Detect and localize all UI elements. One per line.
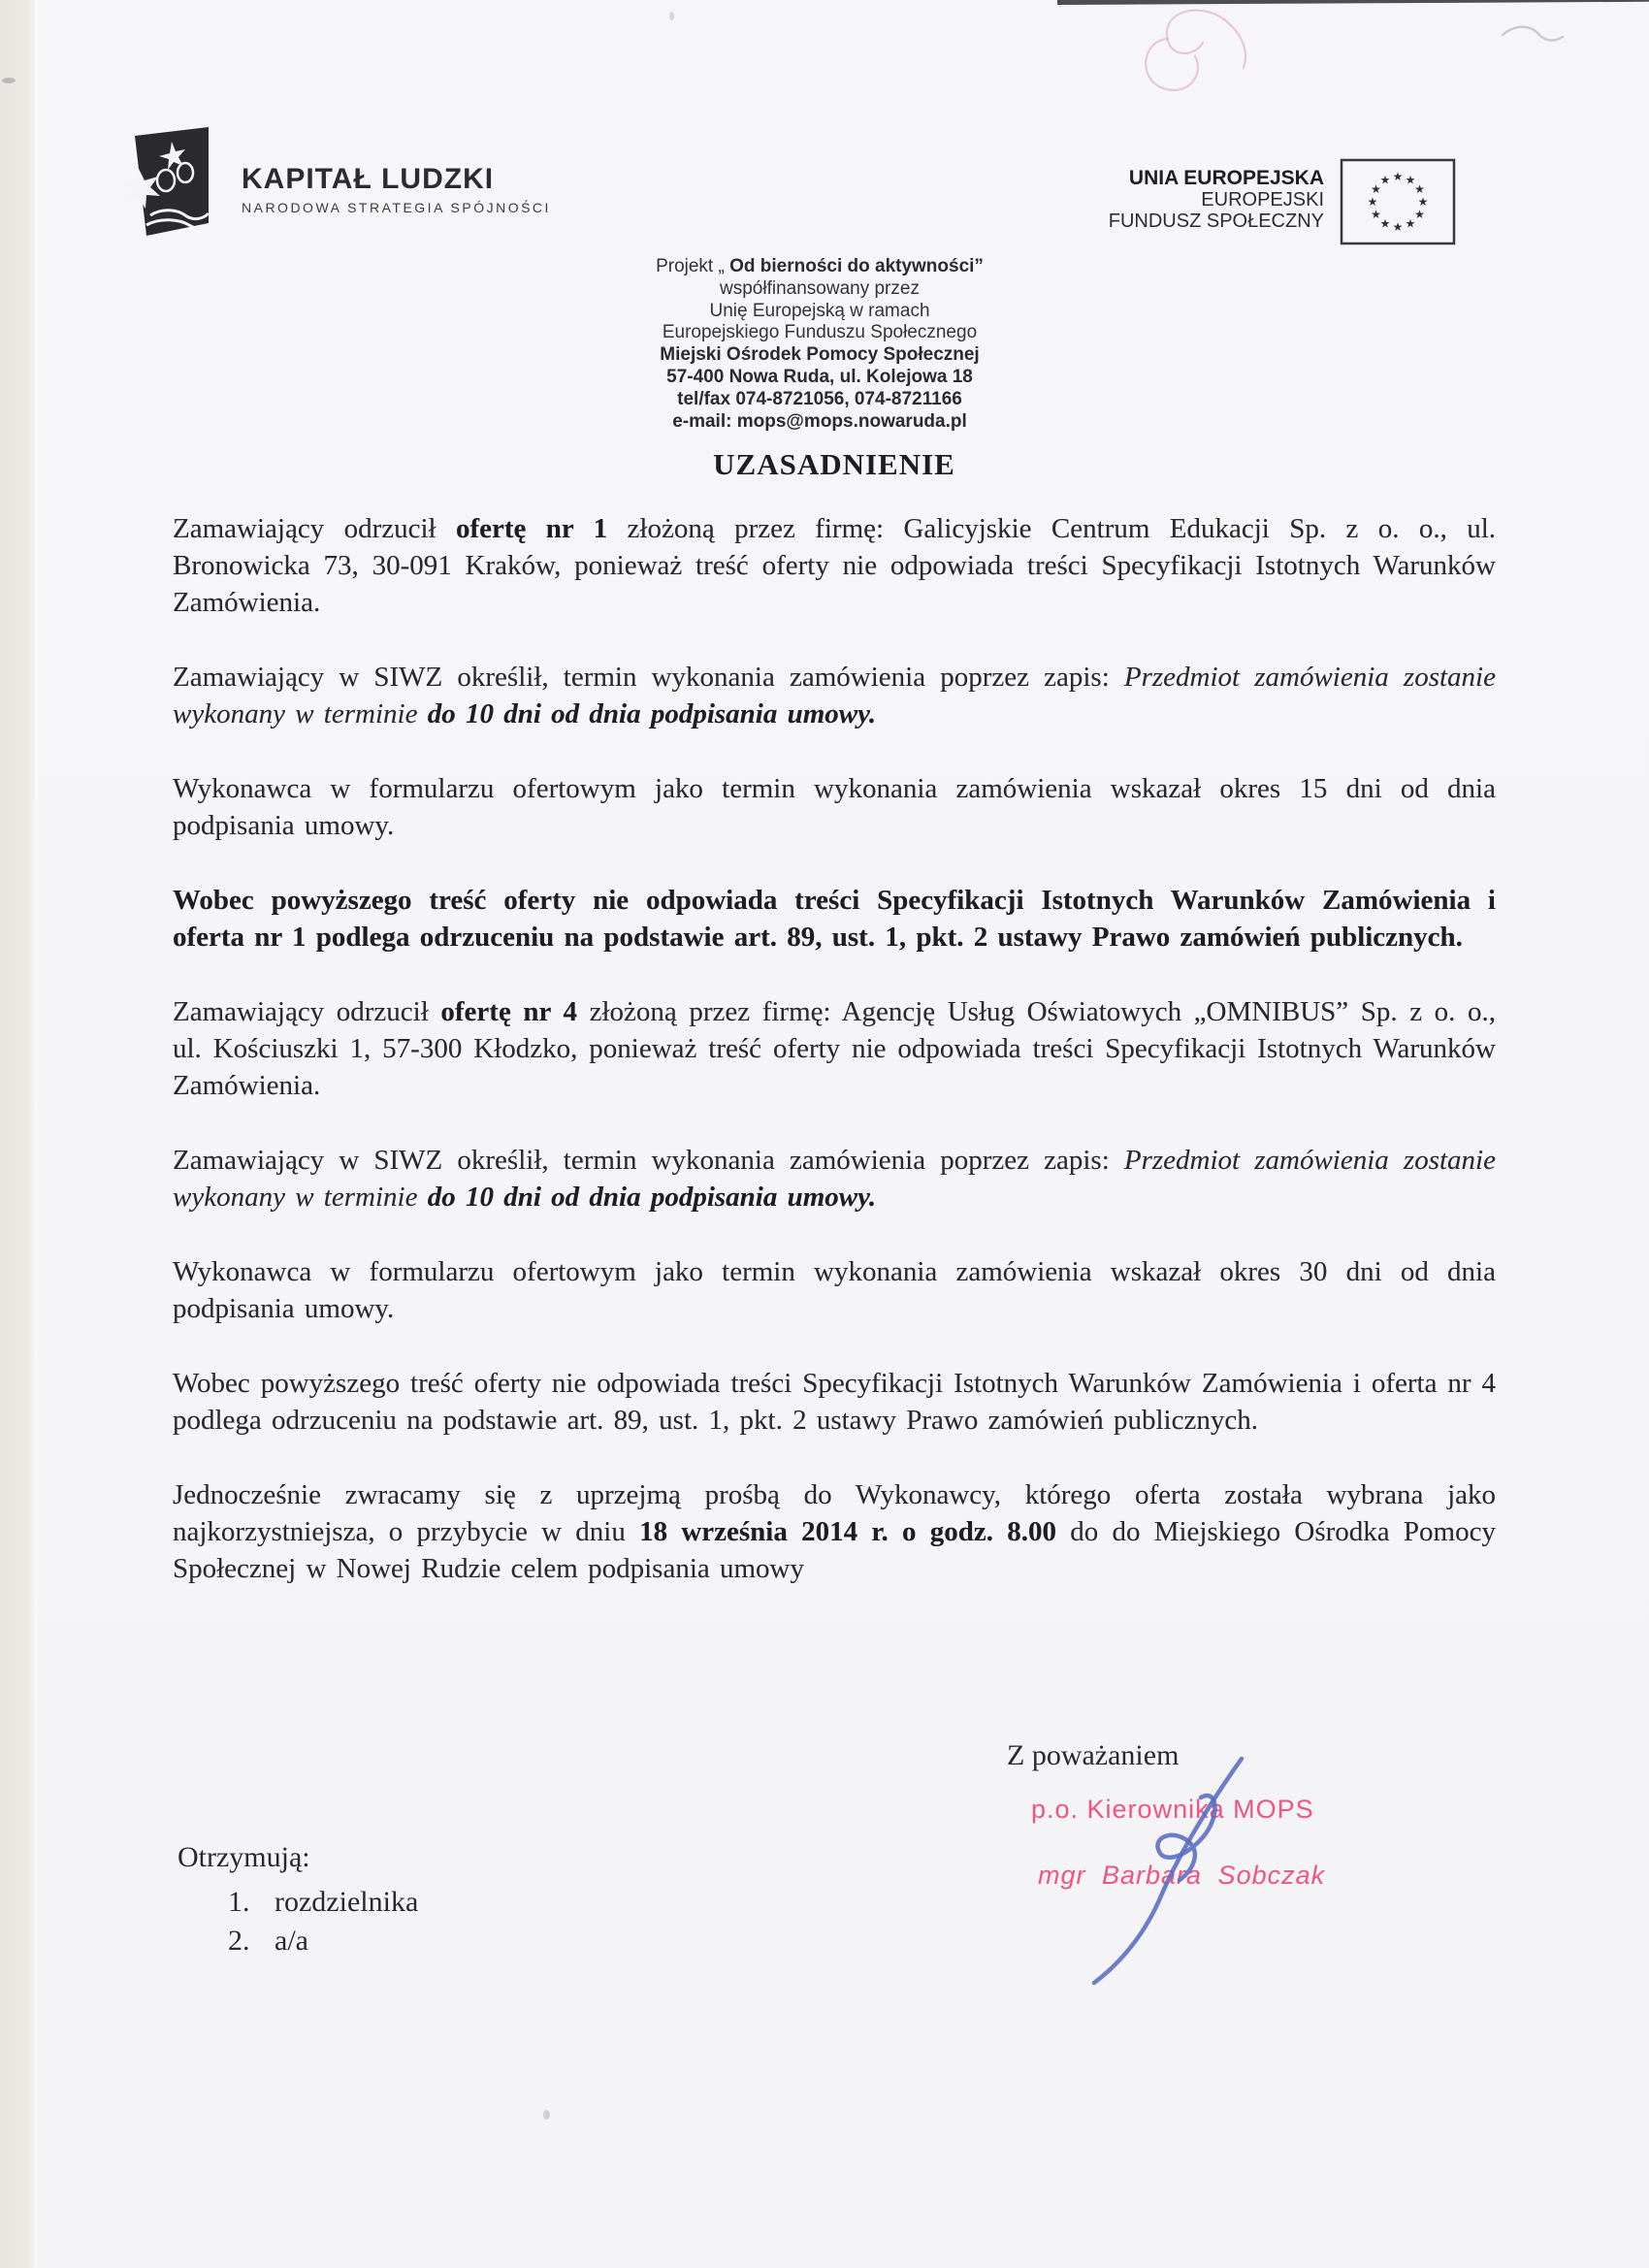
project-line-3: Unię Europejską w ramach (709, 300, 930, 321)
eu-line-3: FUNDUSZ SPOŁECZNY (1108, 211, 1324, 232)
eu-flag-icon (1340, 158, 1456, 245)
svg-text:★: ★ (1392, 220, 1404, 234)
paragraph-siwz-term-2: Zamawiający w SIWZ określił, termin wykonania zamówienia poprzez zapis: Przedmiot zamówienia zostanie wykonany w terminie do 10 dni od dnia podpisania umowy. (173, 1145, 1496, 1213)
scan-corner-mark (1499, 21, 1567, 50)
project-line-8: e-mail: mops@mops.nowaruda.pl (672, 410, 967, 432)
svg-text:★: ★ (1417, 195, 1429, 209)
scan-speck (543, 2110, 550, 2120)
svg-text:★: ★ (1405, 173, 1416, 187)
svg-text:★: ★ (1414, 182, 1425, 196)
project-line-7: tel/fax 074-8721056, 074-8721166 (677, 388, 962, 409)
paragraph-contractor-term-30: Wykonawca w formularzu ofertowym jako termin wykonania zamówienia wskazał okres 30 dni od dnia podpisania umowy. (173, 1256, 1496, 1324)
paragraph-invitation: Jednocześnie zwracamy się z uprzejmą prośbą do Wykonawcy, którego oferta została wybrana jako najkorzystniejsza, o przybycie w dniu 18 września 2014 r. o godz. 8.00 do do Miejskiego Ośrodka Pomocy Społecznej w Nowej Rudzie celem podpisania umowy (173, 1479, 1496, 1584)
project-line-4: Europejskiego Funduszu Społecznego (662, 322, 978, 343)
svg-text:★: ★ (1371, 208, 1381, 221)
eu-line-1: UNIA EUROPEJSKA (1128, 167, 1324, 189)
svg-text:★: ★ (1405, 216, 1416, 231)
paragraph-rejection-basis-1: Wobec powyższego treść oferty nie odpowiada treści Specyfikacji Istotnych Warunków Zamówienia i oferta nr 1 podlega odrzuceniu na podstawie art. 89, ust. 1, pkt. 2 ustawy Prawo zamówień publicznych. (173, 885, 1496, 953)
project-header (577, 256, 1062, 433)
kapital-ludzki-text (242, 126, 551, 237)
paragraph-contractor-term-15: Wykonawca w formularzu ofertowym jako termin wykonania zamówienia wskazał okres 15 dni od dnia podpisania umowy. (173, 773, 1496, 841)
paragraph-rejection-basis-4: Wobec powyższego treść oferty nie odpowiada treści Specyfikacji Istotnych Warunków Zamówienia i oferta nr 4 podlega odrzuceniu na podstawie art. 89, ust. 1, pkt. 2 ustawy Prawo zamówień publicznych. (173, 1368, 1496, 1436)
project-line-1: Projekt „ Od bierności do aktywności” (656, 256, 984, 276)
kapital-ludzki-block (121, 126, 551, 237)
distribution-item-1: 1. rozdzielnika (228, 1886, 419, 1918)
distribution-item-2: 2. a/a (228, 1925, 308, 1957)
svg-text:★: ★ (1371, 182, 1381, 196)
scanner-edge-strip (0, 0, 37, 2268)
distribution-label: Otrzymują: (178, 1841, 310, 1873)
stamp-position-title: p.o. Kierownika MOPS (1031, 1795, 1314, 1824)
distribution-list (178, 1841, 418, 1960)
svg-text:★: ★ (1367, 195, 1378, 209)
svg-text:★: ★ (1379, 216, 1391, 231)
paragraph-offer1-rejection: Zamawiający odrzucił ofertę nr 1 złożoną przez firmę: Galicyjskie Centrum Edukacji Sp. z o. o., ul. Bronowicka 73, 30-091 Kraków, ponieważ treść oferty nie odpowiada treści Specyfikacji Istotnych Warunków Zamówienia. (173, 513, 1497, 618)
svg-text:★: ★ (1392, 170, 1404, 183)
pink-ink-artifact (1125, 0, 1300, 107)
salutation: Z poważaniem (1007, 1739, 1180, 1771)
svg-text:★: ★ (1379, 173, 1391, 187)
kapital-ludzki-subtitle: NARODOWA STRATEGIA SPÓJNOŚCI (242, 200, 551, 215)
paragraph-siwz-term-1: Zamawiający w SIWZ określił, termin wykonania zamówienia poprzez zapis: Przedmiot zamówienia zostanie wykonany w terminie do 10 dni od dnia podpisania umowy. (173, 662, 1496, 729)
handwritten-signature (1018, 1736, 1329, 2008)
paragraph-offer4-rejection: Zamawiający odrzucił ofertę nr 4 złożoną przez firmę: Agencję Usług Oświatowych „OMNIBUS” Sp. z o. o., ul. Kościuszki 1, 57-300 Kłodzko, ponieważ treść oferty nie odpowiada treści Specyfikacji Istotnych Warunków Zamówienia. (173, 996, 1497, 1101)
project-line-2: współfinansowany przez (720, 277, 920, 299)
project-line-6: 57-400 Nowa Ruda, ul. Kolejowa 18 (666, 366, 973, 387)
eu-text-block (975, 168, 1324, 232)
project-line-5: Miejski Ośrodek Pomocy Społecznej (660, 344, 980, 366)
scan-speck (669, 12, 674, 20)
stamp-signer-name: mgr Barbara Sobczak (1038, 1861, 1326, 1890)
kapital-ludzki-logo-icon (121, 126, 210, 237)
document-title: UZASADNIENIE (713, 447, 955, 481)
svg-text:★: ★ (1414, 208, 1425, 221)
eu-line-2: EUROPEJSKI (1201, 189, 1324, 211)
scan-speck (2, 78, 16, 83)
kapital-ludzki-title: KAPITAŁ LUDZKI (242, 163, 495, 195)
document-body (173, 510, 1496, 1625)
